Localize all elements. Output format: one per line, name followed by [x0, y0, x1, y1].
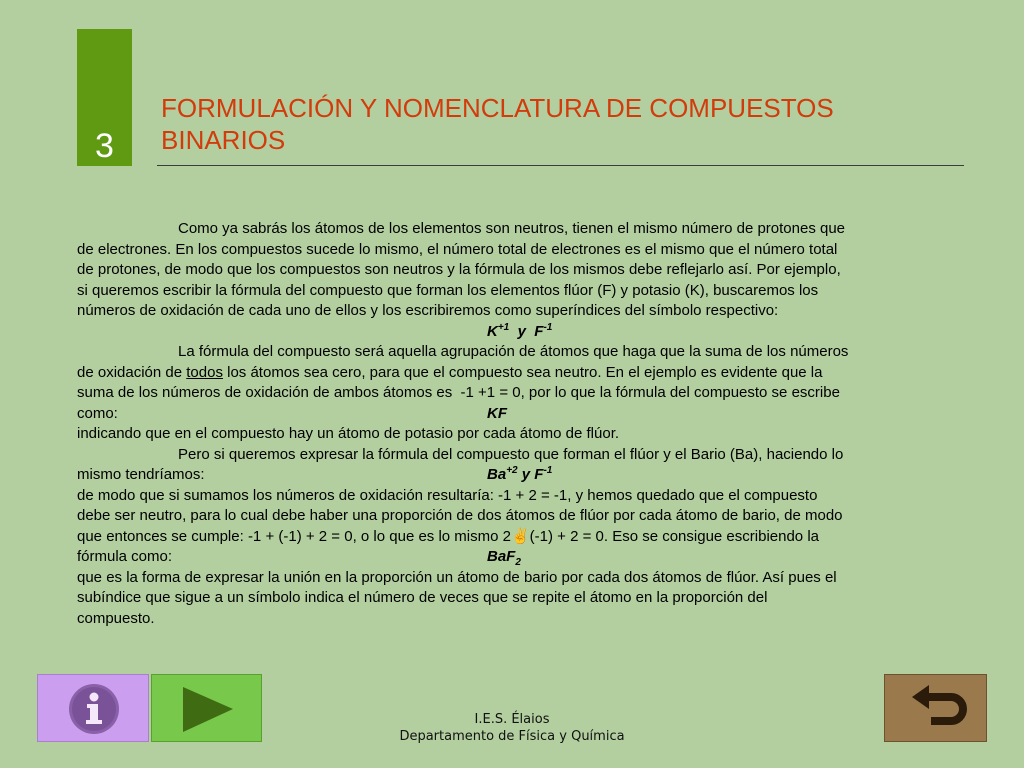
title-line-1: FORMULACIÓN Y NOMENCLATURA DE COMPUESTOS	[161, 93, 834, 123]
paragraph-line: suma de los números de oxidación de ambos átomos es -1 +1 = 0, por lo que la fórmula del compuesto se escribe	[77, 384, 840, 401]
return-arrow-icon	[885, 675, 988, 743]
body-text	[77, 219, 957, 629]
paragraph-line: de oxidación de todos los átomos sea cero, para que el compuesto sea neutro. En el ejemplo es evidente que la	[77, 363, 823, 381]
paragraph-line: mismo tendríamos: $Ba^{+2}$ y $F^{-1}$	[77, 465, 957, 486]
paragraph-line: Como ya sabrás los átomos de los elementos son neutros, tienen el mismo número de protones que	[178, 220, 846, 237]
paragraph-line: indicando que en el compuesto hay un átomo de potasio por cada átomo de flúor.	[77, 425, 620, 442]
slide-number: 3	[95, 127, 114, 165]
slide-number-box	[77, 29, 132, 166]
title-divider	[157, 165, 964, 166]
slide-title	[161, 92, 961, 156]
paragraph-line: que es la forma de expresar la unión en la proporción un átomo de bario por cada dos átomos de flúor. Así pues el	[77, 568, 837, 586]
paragraph-line: de electrones. En los compuestos sucede lo mismo, el número total de electrones es el mismo que el número total	[77, 240, 838, 258]
formula-line	[77, 322, 957, 343]
paragraph-line: números de oxidación de cada uno de ellos y los escribiremos como superíndices del símbolo respectivo:	[77, 302, 779, 319]
paragraph-line: de protones, de modo que los compuestos son neutros y la fórmula de los mismos debe reflejarlo así. Por ejemplo,	[77, 261, 841, 278]
paragraph-line: que entonces se cumple: -1 + (-1) + 2 = 0, o lo que es lo mismo 2✌(-1) + 2 = 0. Eso se consigue escribiendo la	[77, 527, 819, 545]
title-line-2: BINARIOS	[161, 125, 286, 155]
school-name: I.E.S. Élaios	[474, 712, 550, 727]
formula-ba-f: $Ba^{+2}$ y $F^{-1}$	[487, 465, 553, 483]
formula-k-f: $K^{+1}$ y $F^{-1}$	[487, 321, 553, 340]
paragraph-line: si queremos escribir la fórmula del compuesto que forman los elementos flúor (F) y potasio (K), buscaremos los	[77, 281, 819, 299]
paragraph-line: Pero si queremos expresar la fórmula del compuesto que forman el flúor y el Bario (Ba), haciendo lo	[178, 445, 844, 463]
paragraph-line: fórmula como: BaF$_2$	[77, 548, 521, 568]
formula-kf: KF	[487, 404, 507, 422]
footer	[0, 711, 1024, 745]
formula-baf2: BaF$_2$	[487, 548, 521, 568]
paragraph-line: subíndice que sigue a un símbolo indica el número de veces que se repite el átomo en la proporción del	[77, 589, 768, 606]
department-name: Departamento de Física y Química	[399, 729, 625, 744]
paragraph-line: debe ser neutro, para lo cual debe haber una proporción de dos átomos de flúor por cada átomo de bario, de modo	[77, 507, 843, 524]
return-button[interactable]	[884, 674, 987, 742]
paragraph-line: como: KF	[77, 404, 957, 425]
paragraph-line: de modo que si sumamos los números de oxidación resultaría: -1 + 2 = -1, y hemos quedado que el compuesto	[77, 486, 818, 504]
paragraph-line: compuesto.	[77, 609, 155, 627]
paragraph-line: La fórmula del compuesto será aquella agrupación de átomos que haga que la suma de los números	[178, 343, 849, 360]
underlined-word: todos	[186, 363, 223, 381]
